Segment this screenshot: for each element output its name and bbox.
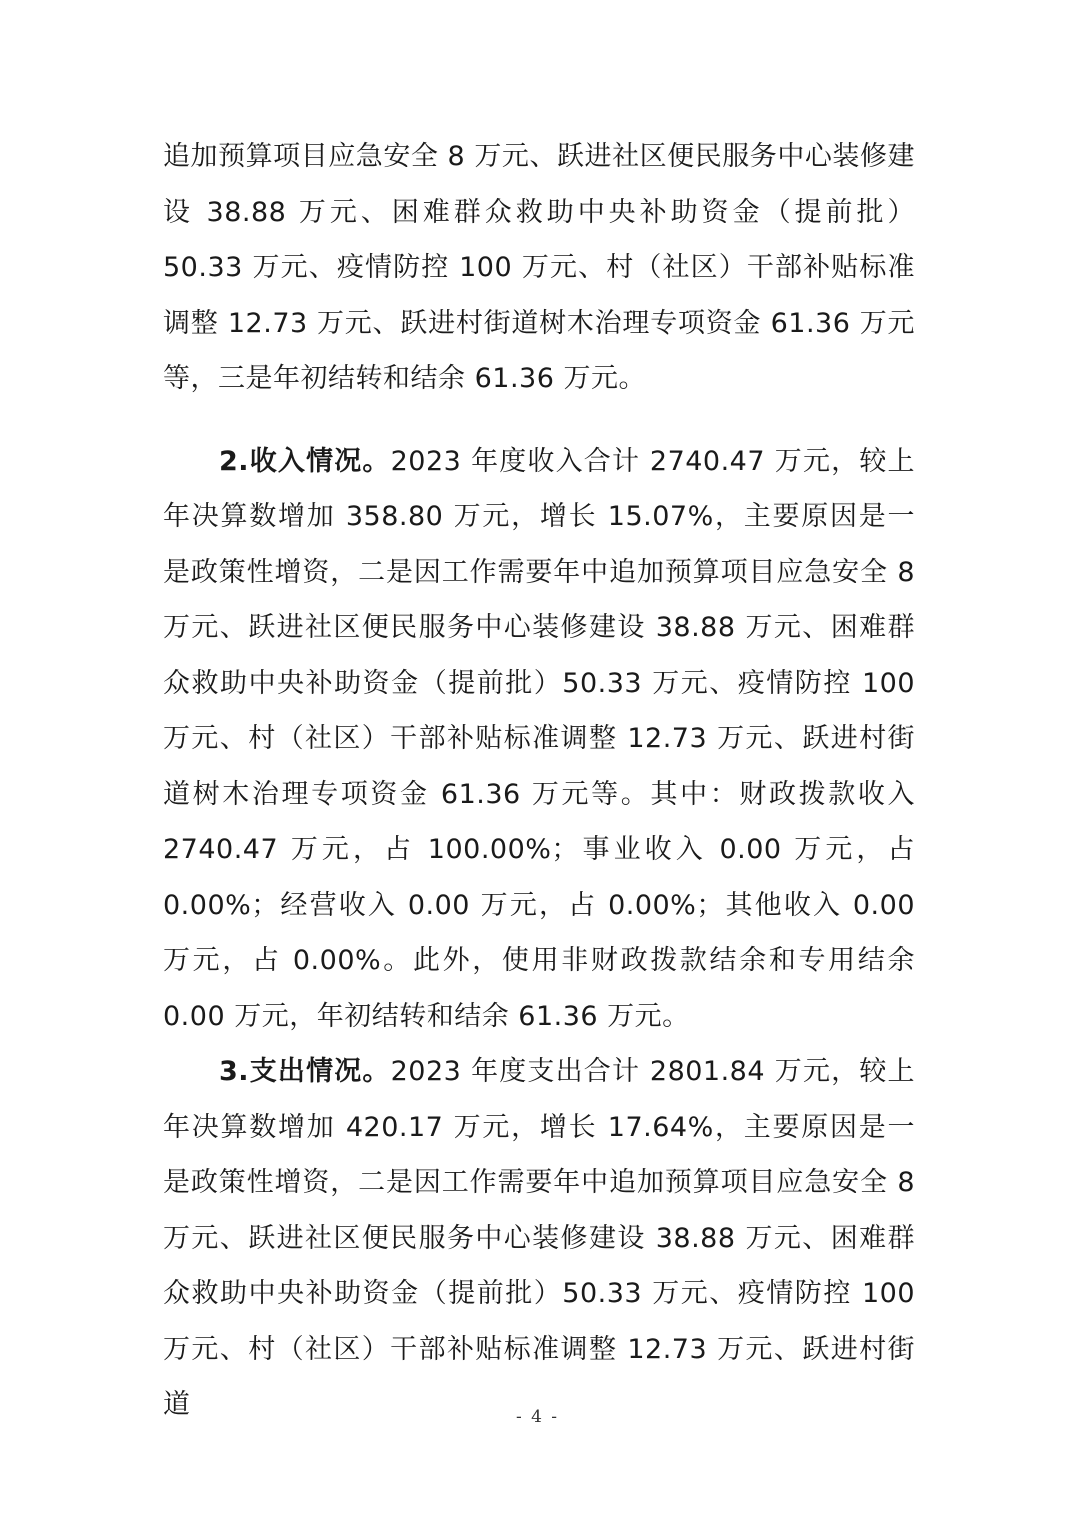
paragraph-income (163, 434, 915, 1045)
document-body (163, 129, 915, 1433)
paragraph-gap (163, 407, 915, 434)
section-heading-income: 2.收入情况。 (219, 445, 391, 477)
section-body-expense: 2023 年度支出合计 2801.84 万元，较上年决算数增加 420.17 万元，增长 17.64%，主要原因是一是政策性增资，二是因工作需要年中追加预算项目应急安全 8 万元、跃进社区便民服务中心装修建设 38.88 万元、困难群众救助中央补助资金（提前批）50.33 万元、疫情防控 100 万元、村（社区）干部补贴标准调整 12.73 万元、跃进村街道 (163, 1056, 915, 1420)
paragraph-continuation: 追加预算项目应急安全 8 万元、跃进社区便民服务中心装修建设 38.88 万元、困难群众救助中央补助资金（提前批）50.33 万元、疫情防控 100 万元、村（社区）干部补贴标准调整 12.73 万元、跃进村街道树木治理专项资金 61.36 万元等，三是年初结转和结余 61.36 万元。 (163, 141, 915, 394)
section-body-income: 2023 年度收入合计 2740.47 万元，较上年决算数增加 358.80 万元，增长 15.07%，主要原因是一是政策性增资，二是因工作需要年中追加预算项目应急安全 8 万元、跃进社区便民服务中心装修建设 38.88 万元、困难群众救助中央补助资金（提前批）50.33 万元、疫情防控 100 万元、村（社区）干部补贴标准调整 12.73 万元、跃进村街道树木治理专项资金 61.36 万元等。其中：财政拨款收入 2740.47 万元，占 100.00%；事业收入 0.00 万元，占 0.00%；经营收入 0.00 万元，占 0.00%；其他收入 0.00 万元，占 0.00%。此外，使用非财政拨款结余和专用结余 0.00 万元，年初结转和结余 61.36 万元。 (163, 445, 915, 1032)
section-heading-expense: 3.支出情况。 (219, 1056, 391, 1087)
paragraph-expense (163, 1044, 915, 1433)
page-number: - 4 - (515, 1407, 560, 1427)
